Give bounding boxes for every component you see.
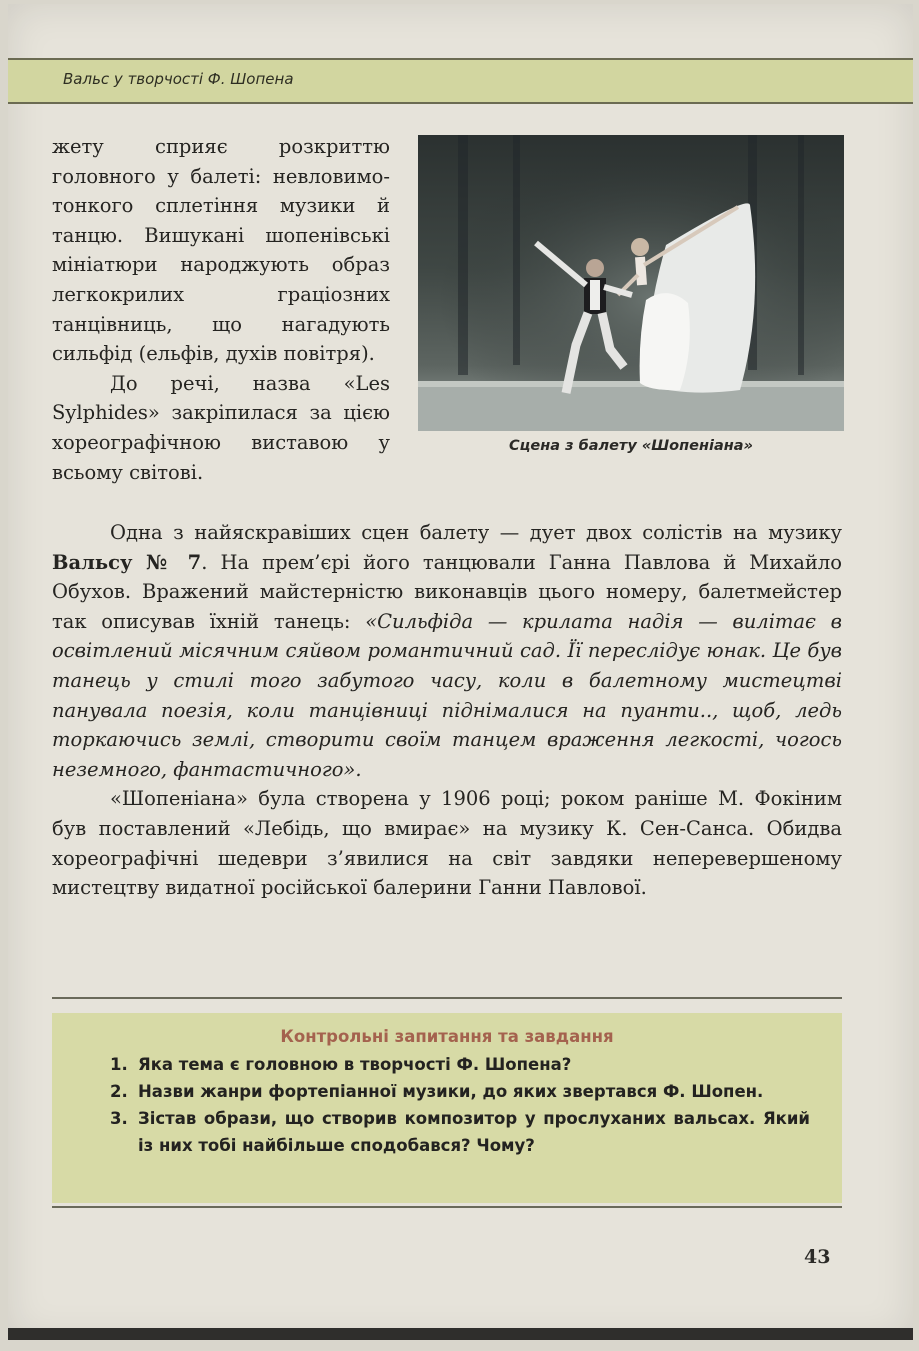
question-number: 3. <box>110 1109 128 1128</box>
running-header-title: Вальс у творчості Ф. Шопена <box>63 70 294 88</box>
waltz-7-title: Вальсу № 7 <box>52 550 202 574</box>
intro-column <box>52 132 390 487</box>
main-column <box>52 518 842 903</box>
question-number: 2. <box>110 1082 128 1101</box>
questions-box <box>52 1013 842 1203</box>
questions-title: Контрольні запитання та завдання <box>280 1027 614 1046</box>
question-item <box>110 1051 810 1078</box>
page-bottom-edge <box>8 1328 913 1340</box>
page-number: 43 <box>804 1246 831 1268</box>
intro-text: жету сприяє розкриттю головного у балеті: невловимо-тонкого сплетіння музики й танцю. Вишукані шопенівські мініатюри народжують образ легкокрилих граціозних танцівниць, що нагадують сильфід (ельфів, духів повітря). <box>52 135 390 366</box>
paragraph-les-sylphides: До речі, назва «Les Sylphides» закріпилася за цією хореографічною виставою у всьому світові. <box>52 371 390 484</box>
question-number: 1. <box>110 1055 128 1074</box>
questions-list <box>110 1051 810 1159</box>
choreographer-quote: «Сильфіда — крилата надія — вилітає в освітлений місячним сяйвом романтичний сад. Її переслідує юнак. Це був танець у стилі того забутого часу, коли в балетному мистецтві панувала поезія, коли танцівниці піднімалися на пуанти.., щоб, ледь торкаючись землі, створити своїм танцем враження легкості, чогось неземного, фантастичного». <box>52 609 843 781</box>
question-text: Назви жанри фортепіанної музики, до яких звертався Ф. Шопен. <box>138 1082 764 1101</box>
question-item <box>110 1105 810 1159</box>
running-header <box>8 58 913 104</box>
paragraph-duet-body: . На прем’єрі його танцювали Ганна Павлова й Михайло Обухов. Вражений майстерністю виконавців цього номеру, балетмейстер так описував їхній танець: <box>52 550 842 633</box>
paragraph-duet-lead: Одна з найяскравіших сцен балету — дует двох солістів на музику <box>110 521 842 544</box>
ballet-photo <box>418 135 844 431</box>
questions-bottom-rule <box>52 1206 842 1208</box>
question-item <box>110 1078 810 1105</box>
question-text: Зістав образи, що створив композитор у прослуханих вальсах. Який із них тобі найбільше сподобався? Чому? <box>138 1109 810 1155</box>
ballet-scene-illustration <box>418 135 844 431</box>
questions-top-rule <box>52 997 842 999</box>
paragraph-premiere: «Шопеніана» була створена у 1906 році; роком раніше М. Фокіним був поставлений «Лебідь, що вмирає» на музику К. Сен-Санса. Обидва хореографічні шедеври з’явилися на світ завдяки неперевершеному мистецтву видатної російської балерини Ганни Павлової. <box>52 787 842 900</box>
question-text: Яка тема є головною в творчості Ф. Шопена? <box>138 1055 572 1074</box>
photo-caption: Сцена з балету «Шопеніана» <box>509 438 753 454</box>
paragraph-duet <box>52 518 842 784</box>
